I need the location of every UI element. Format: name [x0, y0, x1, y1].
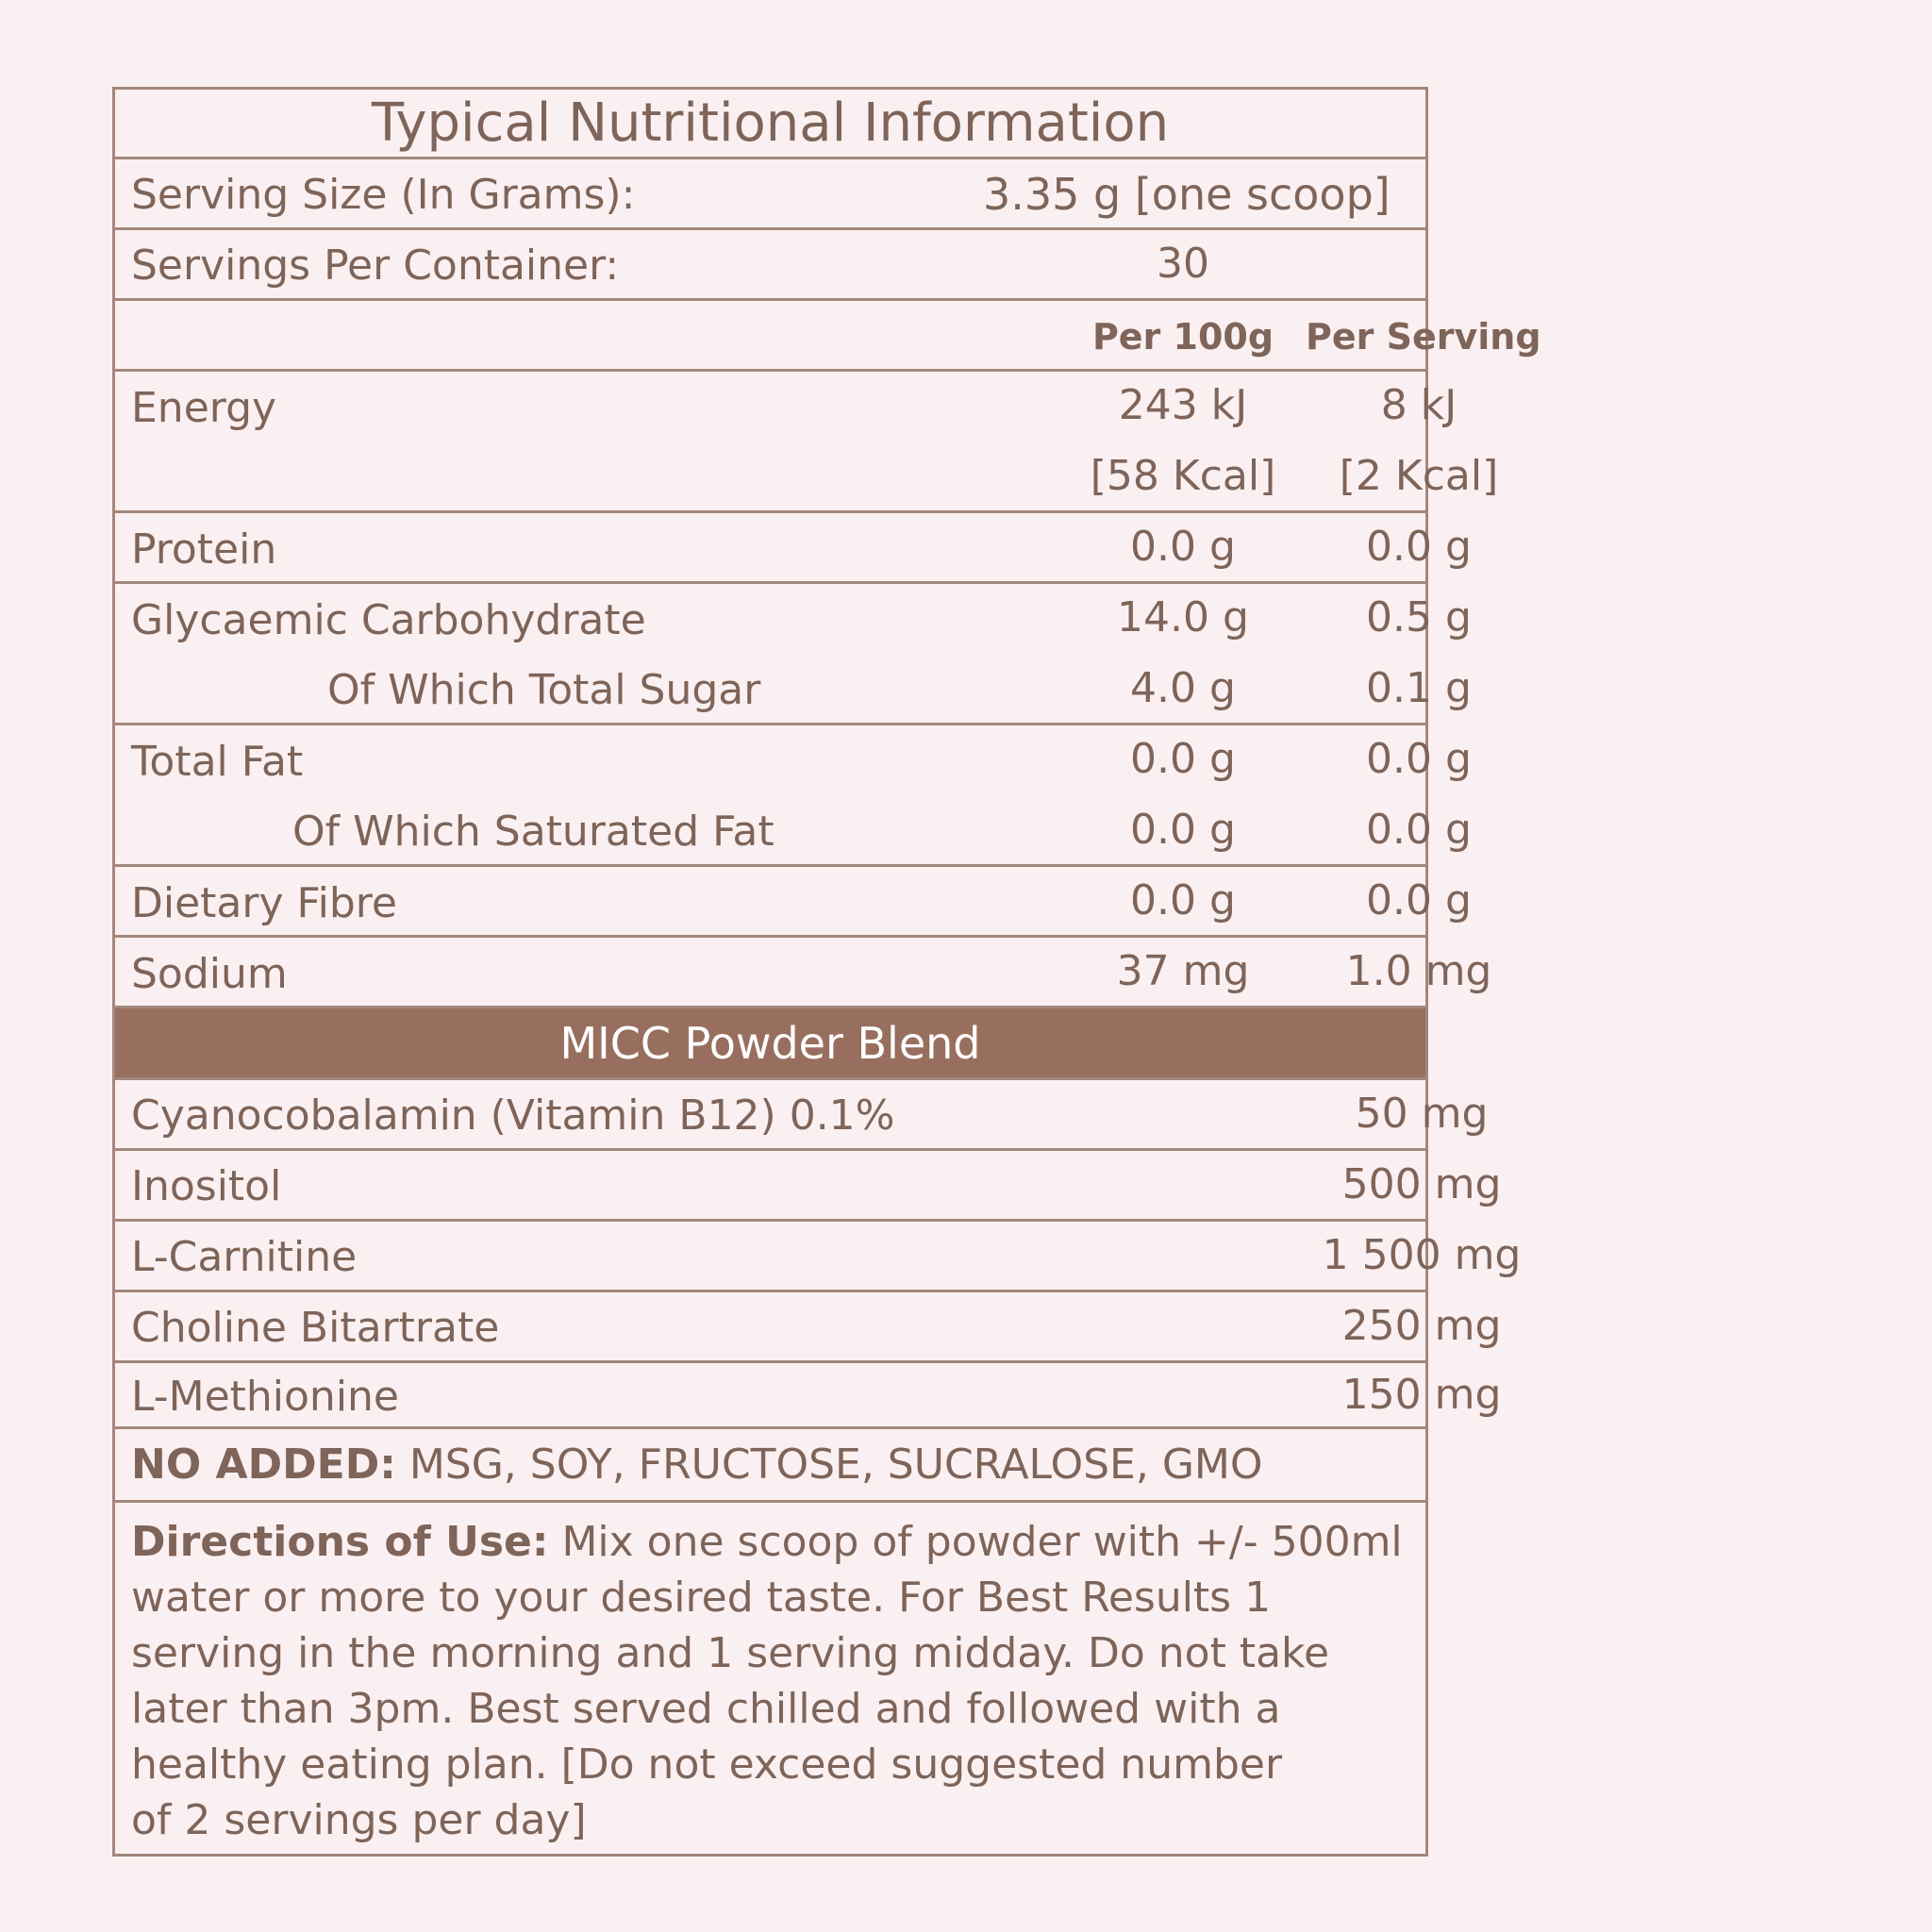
no-added-list: MSG, SOY, FRUCTOSE, SUCRALOSE, GMO	[395, 1441, 1263, 1489]
energy-serving-kcal: [2 Kcal]	[1339, 452, 1499, 500]
blend-title: MICC Powder Blend	[559, 1018, 981, 1069]
fibre-row	[115, 867, 1472, 938]
blend-item-value: 150 mg	[1341, 1371, 1502, 1419]
protein-serving: 0.0 g	[1366, 523, 1472, 571]
fibre-per100g: 0.0 g	[1130, 876, 1236, 924]
blend-item-label: L-Carnitine	[131, 1233, 358, 1281]
sodium-row	[115, 938, 1492, 1008]
fibre-serving: 0.0 g	[1366, 876, 1472, 924]
servings-per-container-value: 30	[1157, 240, 1209, 288]
saturated-fat-label: Of Which Saturated Fat	[292, 808, 774, 856]
directions-body: Mix one scoop of powder with +/- 500ml water or more to your desired taste. For Best Results 1 serving in the morning and 1 serving midday. Do not take later than 3pm. Best served chilled and followed with a healthy eating plan. [Do not exceed suggested number of 2 servings per day]	[131, 1518, 1403, 1844]
sodium-label: Sodium	[131, 950, 288, 998]
carbohydrate-label: Glycaemic Carbohydrate	[131, 596, 646, 644]
protein-row	[115, 513, 1472, 584]
directions-label: Directions of Use:	[131, 1518, 549, 1566]
saturated-fat-per100g: 0.0 g	[1130, 806, 1236, 854]
blend-item	[115, 1222, 1522, 1292]
energy-per100g-kj: 243 kJ	[1118, 381, 1248, 429]
energy-serving-kj: 8 kJ	[1380, 381, 1457, 429]
blend-item-label: Inositol	[131, 1162, 282, 1210]
carbohydrate-per100g: 14.0 g	[1117, 593, 1249, 641]
serving-size-value: 3.35 g [one scoop]	[983, 169, 1391, 220]
serving-size-row	[115, 159, 1425, 230]
energy-per100g-kcal: [58 Kcal]	[1090, 452, 1276, 500]
no-added-text	[131, 1441, 1263, 1489]
directions-text	[131, 1514, 1414, 1848]
fibre-label: Dietary Fibre	[131, 879, 397, 927]
sugar-label: Of Which Total Sugar	[327, 666, 761, 714]
blend-header	[115, 1008, 1425, 1080]
blend-item-label: L-Methionine	[131, 1373, 400, 1421]
blend-item	[115, 1292, 1502, 1363]
serving-size-label: Serving Size (In Grams):	[131, 171, 636, 219]
servings-per-container-label: Servings Per Container:	[131, 242, 620, 290]
servings-per-container-row	[115, 230, 1425, 301]
blend-item-value: 250 mg	[1341, 1302, 1502, 1350]
blend-item-label: Cyanocobalamin (Vitamin B12) 0.1%	[131, 1091, 895, 1140]
column-header-row	[115, 301, 1541, 372]
directions-row	[115, 1503, 1425, 1854]
panel-title: Typical Nutritional Information	[371, 92, 1170, 154]
fat-row	[115, 725, 1472, 867]
blend-item	[115, 1363, 1502, 1429]
title-row	[115, 90, 1425, 159]
carbohydrate-row	[115, 584, 1472, 725]
carbohydrate-serving: 0.5 g	[1366, 593, 1472, 641]
blend-item-value: 500 mg	[1341, 1160, 1502, 1208]
fat-serving: 0.0 g	[1366, 735, 1472, 783]
no-added-label: NO ADDED:	[131, 1441, 396, 1489]
per-100g-header: Per 100g	[1091, 316, 1274, 358]
no-added-row	[115, 1429, 1425, 1503]
nutrition-panel	[112, 87, 1541, 1857]
blend-item-value: 50 mg	[1355, 1090, 1489, 1138]
protein-per100g: 0.0 g	[1130, 523, 1236, 571]
blend-item	[115, 1080, 1489, 1151]
sugar-per100g: 4.0 g	[1130, 664, 1236, 712]
blend-item-label: Choline Bitartrate	[131, 1304, 500, 1352]
sodium-serving: 1.0 mg	[1345, 947, 1492, 995]
protein-label: Protein	[131, 525, 277, 574]
fat-label: Total Fat	[131, 738, 304, 786]
energy-row	[115, 372, 1499, 513]
per-serving-header: Per Serving	[1306, 316, 1541, 358]
energy-label: Energy	[131, 384, 277, 432]
sugar-serving: 0.1 g	[1366, 664, 1472, 712]
blend-item	[115, 1151, 1502, 1222]
saturated-fat-serving: 0.0 g	[1366, 806, 1472, 854]
blend-item-value: 1 500 mg	[1322, 1231, 1522, 1279]
fat-per100g: 0.0 g	[1130, 735, 1236, 783]
sodium-per100g: 37 mg	[1116, 947, 1250, 995]
